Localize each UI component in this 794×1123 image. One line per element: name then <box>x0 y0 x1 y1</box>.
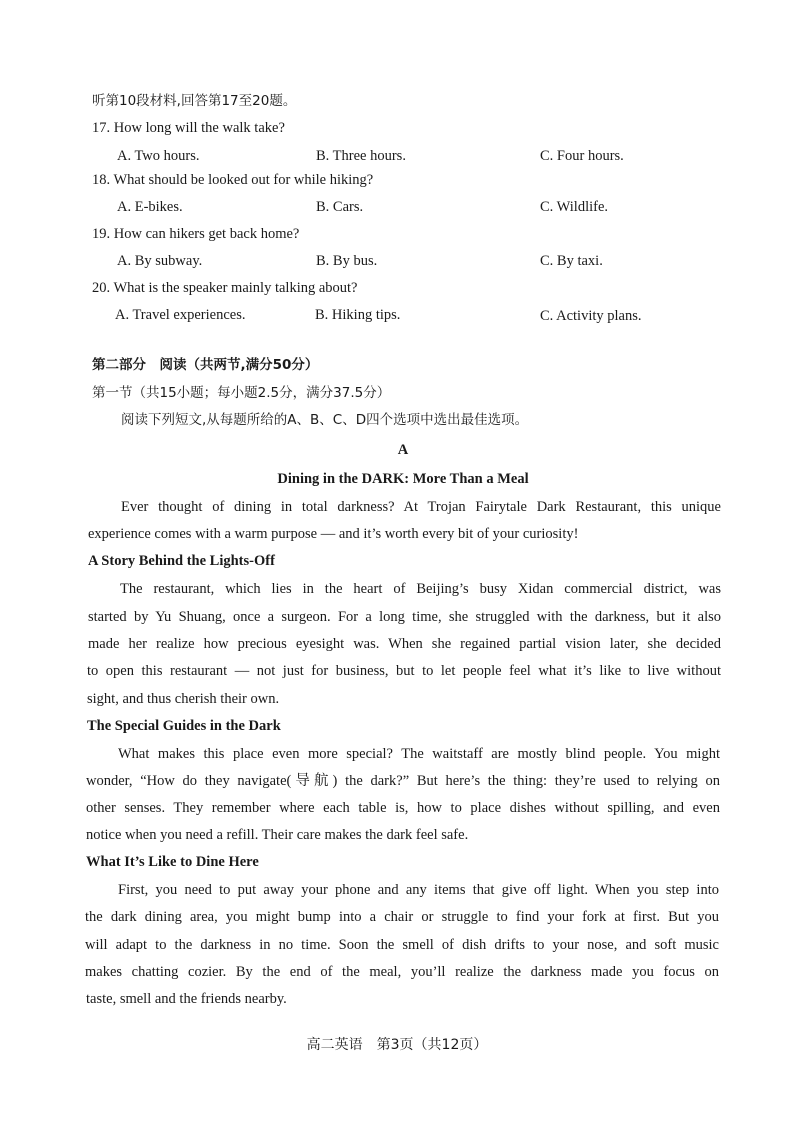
para3-line-2: the dark dining area, you might bump into a chair or struggle to find your fork at first. But you <box>85 909 719 925</box>
para1-line-1: The restaurant, which lies in the heart of Beijing’s busy Xidan commercial district, was <box>120 581 721 597</box>
passage-title: Dining in the DARK: More Than a Meal <box>277 471 529 487</box>
listening-instruction: 听第10段材料,回答第17至20题。 <box>92 93 297 109</box>
question-17-option-b: B. Three hours. <box>316 148 406 164</box>
question-20-stem: 20. What is the speaker mainly talking about? <box>92 280 358 296</box>
para1-line-5: sight, and thus cherish their own. <box>87 691 280 707</box>
question-18-stem: 18. What should be looked out for while hiking? <box>92 172 374 188</box>
question-17-option-c: C. Four hours. <box>540 148 624 164</box>
question-19-option-a: A. By subway. <box>117 253 203 269</box>
question-19-stem: 19. How can hikers get back home? <box>92 226 300 242</box>
question-17-stem: 17. How long will the walk take? <box>92 120 285 136</box>
para2-line-2: wonder, “How do they navigate(导航) the dark?” But here’s the thing: they’re used to relying on <box>86 773 720 789</box>
section-heading-dine: What It’s Like to Dine Here <box>86 854 259 870</box>
question-18-option-b: B. Cars. <box>316 199 364 215</box>
passage-letter: A <box>397 442 409 458</box>
para2-line-3: other senses. They remember where each table is, how to place dishes without spilling, and even <box>86 800 720 816</box>
para1-line-2: started by Yu Shuang, once a surgeon. For a long time, she struggled with the darkness, but it also <box>88 609 721 625</box>
intro-line-1: Ever thought of dining in total darkness? At Trojan Fairytale Dark Restaurant, this unique <box>121 499 721 515</box>
intro-line-2: experience comes with a warm purpose — and it’s worth every bit of your curiosity! <box>88 526 579 542</box>
section-heading-story: A Story Behind the Lights-Off <box>88 553 275 569</box>
reading-instruction: 阅读下列短文,从每题所给的A、B、C、D四个选项中选出最佳选项。 <box>121 412 529 428</box>
para3-line-3: will adapt to the darkness in no time. Soon the smell of dish drifts to your nose, and soft music <box>85 937 719 953</box>
para2-line-4: notice when you need a refill. Their care makes the dark feel safe. <box>86 827 469 843</box>
question-18-option-c: C. Wildlife. <box>540 199 609 215</box>
para1-line-3: made her realize how precious eyesight was. When she regained partial vision later, she decided <box>88 636 721 652</box>
para3-line-4: makes chatting cozier. By the end of the meal, you’ll realize the darkness made you focus on <box>85 964 719 980</box>
para3-line-5: taste, smell and the friends nearby. <box>86 991 287 1007</box>
question-18-option-a: A. E-bikes. <box>117 199 183 215</box>
page-footer: 高二英语 第3页（共12页） <box>306 1037 488 1053</box>
reading-section-title: 第一节（共15小题；每小题2.5分，满分37.5分） <box>92 385 391 401</box>
para3-line-1: First, you need to put away your phone and any items that give off light. When you step into <box>118 882 719 898</box>
question-17-option-a: A. Two hours. <box>117 148 200 164</box>
question-20-option-c: C. Activity plans. <box>540 308 642 324</box>
section-heading-guides: The Special Guides in the Dark <box>87 718 281 734</box>
question-20-option-b: B. Hiking tips. <box>315 307 401 323</box>
para2-line-1: What makes this place even more special? The waitstaff are mostly blind people. You might <box>118 746 720 762</box>
para1-line-4: to open this restaurant — not just for business, but to let people feel what it’s like to live without <box>87 663 721 679</box>
question-20-option-a: A. Travel experiences. <box>115 307 246 323</box>
question-19-option-c: C. By taxi. <box>540 253 603 269</box>
question-19-option-b: B. By bus. <box>316 253 378 269</box>
reading-part-title: 第二部分 阅读（共两节,满分50分） <box>92 357 319 373</box>
